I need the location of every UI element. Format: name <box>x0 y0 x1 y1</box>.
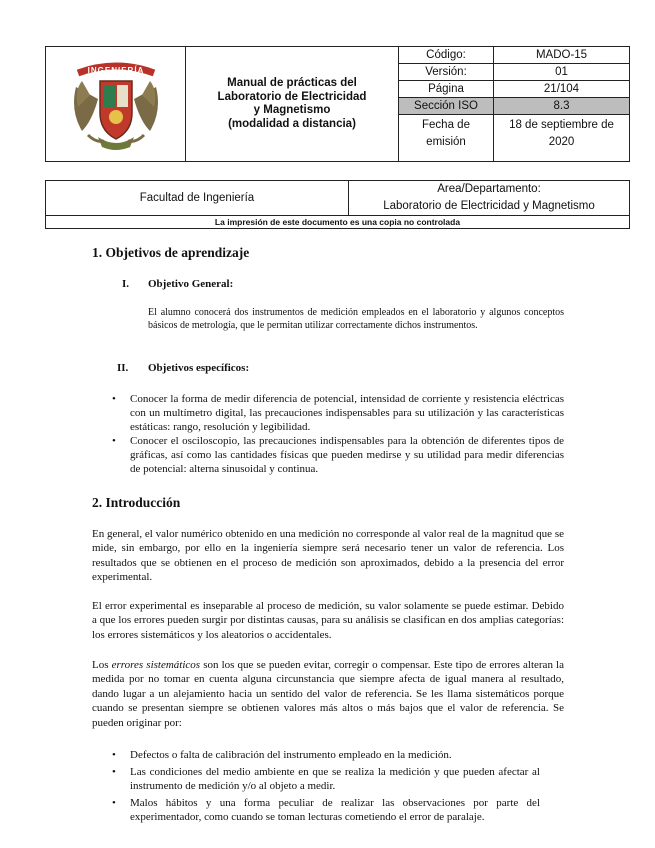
objective-general-heading: Objetivo General: <box>148 278 234 290</box>
pagina-value: 21/104 <box>494 81 630 98</box>
seccion-iso-value: 8.3 <box>494 98 630 115</box>
section-1-title: 1. Objetivos de aprendizaje <box>92 245 250 260</box>
logo-cell <box>46 47 186 162</box>
manual-title: Manual de prácticas del Laboratorio de Electricidad y Magnetismo (modalidad a distancia) <box>186 47 399 162</box>
version-value: 01 <box>494 64 630 81</box>
intro-paragraph-3: Los errores sistemáticos son los que se pueden evitar, corregir o compensar. Este tipo de errores alteran la medida por no tomar en cuenta alguna circunstancia que siempre afecta de igual manera al resultado, dando lugar a un alejamiento hacia un sentido del valor de referencia. Se les llama sistemáticos porque cuando se presentan siempre se obtienen valores más altos o más bajos que el valor de referencia. Se pueden originar por: <box>92 659 564 729</box>
document-header-table <box>45 46 630 162</box>
facultad-cell: Facultad de Ingeniería <box>46 181 349 216</box>
list-item: • Conocer la forma de medir diferencia de potencial, intensidad de corriente y resistencia eléctricas con un multímetro digital, las precauciones indispensables para su utilización y las características estáticas: rango, resolución y legibilidad. <box>112 392 564 434</box>
codigo-value: MADO-15 <box>494 47 630 64</box>
systematic-errors-term: errores sistemáticos <box>111 659 201 671</box>
fecha-emision-label: Fecha de emisión <box>399 115 494 162</box>
objectives-specific-heading: Objetivos específicos: <box>148 362 250 374</box>
intro-paragraph-2: El error experimental es inseparable al proceso de medición, su valor solamente se puede estimar. Debido a que los errores pueden surgir por distintas causas, para su análisis se clasifican en dos amplias categorías: los errores sistemáticos y los aleatorios o accidentales. <box>92 600 564 641</box>
specific-objectives-list <box>112 392 564 476</box>
objectives-specific-number: II. <box>117 362 129 374</box>
intro-paragraph-1: En general, el valor numérico obtenido en una medición no corresponde al valor real de la magnitud que se mide, sin embargo, por ello en la ingeniería siempre será necesario tener un valor de referencia. Los resultados que se obtienen en el proceso de medición son aproximados, debido a la presencia del error experimental. <box>92 528 564 584</box>
logo-text: INGENIERÍA <box>87 65 144 75</box>
uncontrolled-copy-note: La impresión de este documento es una copia no controlada <box>46 216 630 229</box>
department-table <box>45 180 630 229</box>
codigo-label: Código: <box>399 47 494 64</box>
objective-general-text: El alumno conocerá dos instrumentos de medición empleados en el laboratorio y algunos conceptos básicos de metrología, que le permitan utilizar correctamente dichos instrumentos. <box>148 307 564 331</box>
seccion-iso-label: Sección ISO <box>399 98 494 115</box>
objective-general-number: I. <box>122 278 130 290</box>
pagina-label: Página <box>399 81 494 98</box>
section-2-title: 2. Introducción <box>92 495 181 510</box>
fecha-emision-value: 18 de septiembre de 2020 <box>494 115 630 162</box>
list-item: • Conocer el osciloscopio, las precauciones indispensables para la obtención de diferentes tipos de gráficas, así como las cantidades físicas que pueden medirse y su utilidad para medir diferencias de potencial: alterna sinusoidal y continua. <box>112 434 564 476</box>
engineering-crest-logo <box>68 51 164 155</box>
error-causes-list <box>112 748 540 824</box>
list-item: • Las condiciones del medio ambiente en que se realiza la medición y que pueden afectar al instrumento de medición y/o al objeto a medir. <box>112 765 540 793</box>
list-item: • Malos hábitos y una forma peculiar de realizar las observaciones por parte del experimentador, como cuando se toman lecturas cometiendo el error de paralaje. <box>112 796 540 824</box>
version-label: Versión: <box>399 64 494 81</box>
area-departamento-cell: Area/Departamento: Laboratorio de Electricidad y Magnetismo <box>349 181 630 216</box>
list-item: • Defectos o falta de calibración del instrumento empleado en la medición. <box>112 748 540 762</box>
